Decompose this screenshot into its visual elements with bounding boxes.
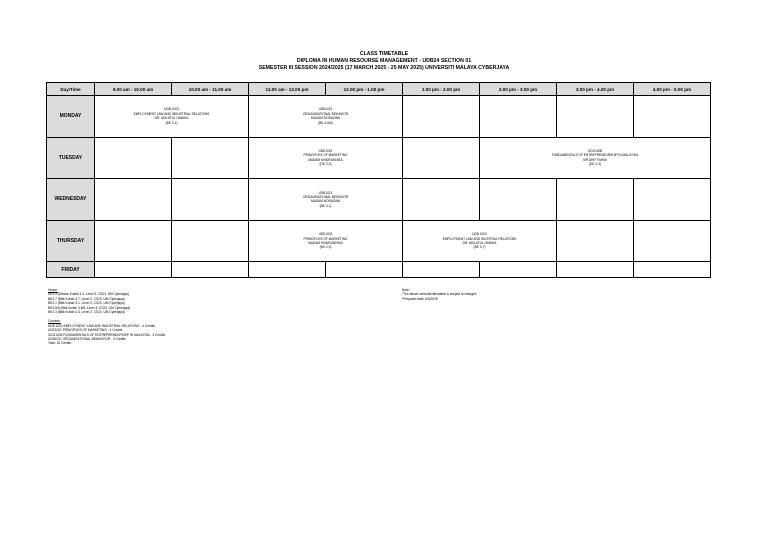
course-code: UDB 1003 — [472, 232, 487, 237]
course-code: UDB1021 — [318, 190, 333, 195]
day-label: TUESDAY — [47, 137, 95, 179]
empty-slot — [480, 179, 557, 221]
venue: (BK 3-5/6) — [318, 120, 333, 125]
header-title: CLASS TIMETABLE — [359, 51, 409, 57]
empty-slot — [634, 220, 711, 262]
course-code: UDE1001 — [318, 232, 333, 237]
venue-line: BK3-1 (Bilik Kuliah 3-1, Level 3, CS23, UM Cyberjaya) — [48, 301, 125, 306]
note-title: Note: — [402, 288, 410, 292]
course-line: UDB 1003 EMPLOYMENT LAW AND INDUSTRIAL RELATIONS - 4 Credits — [48, 323, 155, 328]
venue: (DK 2-3) — [319, 162, 332, 167]
venue-line: BK2-3 (Bilik Kuliah 2-3, Level 2, CS23, UM Cyberjaya) — [48, 310, 125, 315]
day-row-monday — [47, 96, 711, 138]
lecturer: MADAM KHAIRUNNISA — [308, 241, 343, 246]
lecturer: MADAM NORAZWA — [311, 116, 340, 121]
empty-slot — [403, 262, 480, 278]
venue: (DK 2-3) — [588, 162, 602, 167]
empty-slot — [557, 220, 634, 262]
schedule-notes — [402, 288, 602, 301]
empty-slot — [480, 262, 557, 278]
class-slot — [249, 220, 403, 262]
time-slot-header: 10.00 am - 11.00 am — [172, 83, 249, 96]
empty-slot — [480, 96, 557, 138]
time-slot-header: 12.00 pm - 1.00 pm — [326, 83, 403, 96]
venue-course-notes — [48, 288, 348, 346]
empty-slot — [634, 96, 711, 138]
day-row-thursday — [47, 220, 711, 262]
empty-slot — [249, 262, 326, 278]
course-name: EMPLOYMENT LAW AND IDUSTRIAL RELATIONS — [442, 236, 517, 241]
timetable-grid — [46, 82, 711, 278]
course-code: UDB 1003 — [164, 107, 179, 112]
course-line: GDG1008 FUNDAMENTALS OF ENTREPRENEURSHIP IN MALAYSIA - 3 Credits — [48, 332, 166, 337]
empty-slot — [634, 262, 711, 278]
timetable-header — [0, 51, 768, 72]
time-slot-header: 11.00 am - 12.00 pm — [249, 83, 326, 96]
lecturer: MADAM KHAIRUNNISA — [308, 157, 343, 162]
venue: (BK 3-1) — [319, 203, 332, 208]
day-row-friday — [47, 262, 711, 278]
empty-slot — [557, 262, 634, 278]
note-line: *Prepared date: 6/3/2025 — [402, 296, 438, 301]
course-name: EMPLOYMENT LAW AND INDUSTRIAL RELATIONS — [133, 111, 210, 116]
empty-slot — [172, 262, 249, 278]
empty-slot — [634, 179, 711, 221]
day-label: WEDNESDAY — [47, 179, 95, 221]
venue-line: BK3-5/6 (Bilik Kuliah 3-5/6, Level 3, CS23, UM Cyberjaya) — [48, 305, 131, 310]
empty-slot — [95, 179, 172, 221]
empty-slot — [326, 262, 403, 278]
class-slot — [249, 179, 403, 221]
day-label: MONDAY — [47, 96, 95, 138]
venue: (BK 3-1) — [165, 120, 178, 125]
course-name: ORGANISATIONAL BEHAVIOR — [302, 111, 349, 116]
day-row-tuesday — [47, 137, 711, 179]
course-name: FUNDAMENTALS OF ENTREPRENEURSHIP IN MALAYSIA — [551, 153, 639, 158]
lecturer: DR. AKILATUL HANIKA — [154, 116, 189, 121]
empty-slot — [172, 179, 249, 221]
course-code: UDB1021 — [318, 107, 333, 112]
day-row-wednesday — [47, 179, 711, 221]
courses-title: Courses: — [48, 319, 61, 324]
lecturer: DR. AKILATUL HANIKA — [462, 241, 497, 246]
total-credits: Total: 15 Credits — [48, 341, 72, 346]
venue-line: BK3-7 (Bilik Kuliah 3-7, Level 3, CS23, UM Cyberjaya) — [48, 296, 125, 301]
empty-slot — [172, 220, 249, 262]
course-name: ORGANISATIONAL BEHAVIOR — [302, 195, 349, 200]
class-slot — [95, 96, 249, 138]
class-slot — [249, 137, 403, 179]
time-slot-header: 3.00 pm - 4.00 pm — [557, 83, 634, 96]
venue: (BK 2-3) — [319, 245, 332, 250]
time-slot-header: 4.00 pm - 5.00 pm — [634, 83, 711, 96]
day-label: THURSDAY — [47, 220, 95, 262]
course-code: GDG1008 — [587, 149, 603, 154]
course-name: PRINCIPLES OF MARKETING — [303, 153, 348, 158]
day-label: FRIDAY — [47, 262, 95, 278]
lecturer: MADAM NORAZWA — [311, 199, 340, 204]
time-slot-header: 2.00 pm - 3.00 pm — [480, 83, 557, 96]
empty-slot — [172, 137, 249, 179]
empty-slot — [95, 137, 172, 179]
empty-slot — [403, 179, 480, 221]
course-code: UDE1001 — [318, 149, 333, 154]
class-slot — [403, 220, 557, 262]
venue-title: Venue: — [48, 288, 58, 292]
course-line: UDE1001 PRINCIPLES OF MARKETING - 4 Credits — [48, 328, 123, 333]
corner-cell: Day/Time — [47, 83, 95, 96]
note-line: *The above schedule/timetable is subject to changes — [402, 292, 477, 297]
empty-slot — [95, 220, 172, 262]
lecturer: MR ARIF FAHMI — [583, 157, 607, 162]
header-program: DIPLOMA IN HUMAN RESOURSE MANAGEMENT - UDB24 SECTION 01 — [296, 58, 472, 64]
venue-line: DK3-3 (Dewan Kuliah 3-3, Level 3, CS23, UM Cyberjaya) — [48, 292, 129, 297]
empty-slot — [557, 179, 634, 221]
empty-slot — [403, 137, 480, 179]
empty-slot — [95, 262, 172, 278]
header-semester: SEMESTER III SESSION 2024/2025 (17 MARCH 2025 - 25 MAY 2025) UNIVERSITI MALAYA CYBERJAYA — [258, 65, 510, 71]
course-name: PRINCIPLES OF MARKETING — [303, 236, 348, 241]
class-slot — [480, 137, 711, 179]
course-line: UDB1021 ORGANISATIONAL BEHAVIOUR - 4 Credits — [48, 337, 126, 342]
time-header-row — [47, 83, 711, 96]
time-slot-header: 1.00 pm - 2.00 pm — [403, 83, 480, 96]
class-slot — [249, 96, 403, 138]
venue: (BK 3-7) — [473, 245, 486, 250]
empty-slot — [403, 96, 480, 138]
time-slot-header: 9.00 am - 10.00 am — [95, 83, 172, 96]
empty-slot — [557, 96, 634, 138]
